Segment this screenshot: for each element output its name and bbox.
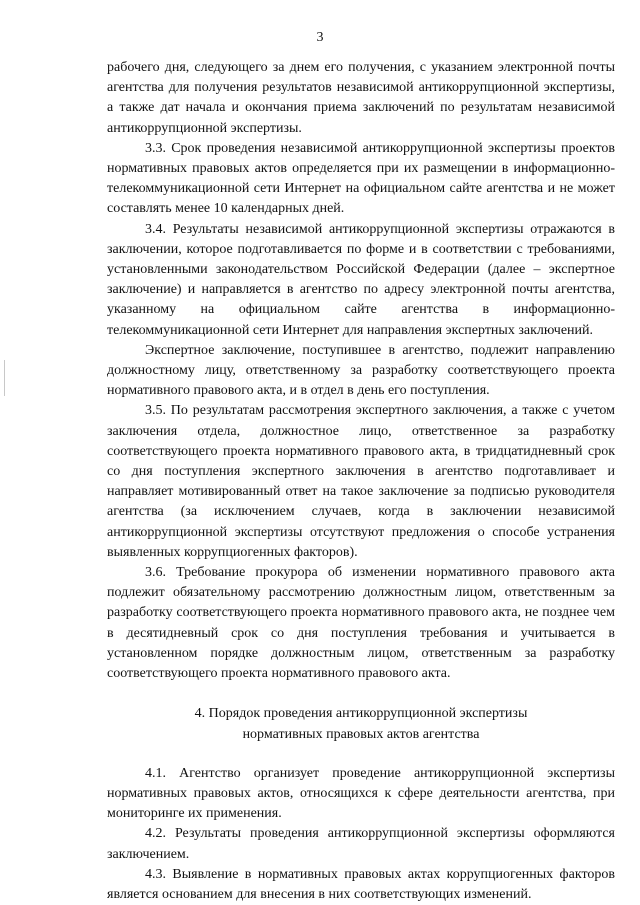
page-number: 3 xyxy=(316,30,324,45)
paragraph-3-4: 3.4. Результаты независимой антикоррупционной экспертизы отражаются в заключении, которое подготавливается по форме и в соответствии с требованиями, установленными законодательством Российской Федерации (далее – экспертное заключение) и направляется в агентство по адресу электронной почты агентства, указанному на официальном сайте агентства в информационно-телекоммуникационной сети Интернет для направления экспертных заключений. xyxy=(107,221,615,338)
paragraph-3-2-continuation: рабочего дня, следующего за днем его получения, с указанием электронной почты агентства для получения результатов независимой антикоррупционной экспертизы, а также дат начала и окончания приема заключений по результатам независимой антикоррупционной экспертизы. xyxy=(107,60,615,136)
paragraph-4-2: 4.2. Результаты проведения антикоррупционной экспертизы оформляются заключением. xyxy=(107,826,615,862)
document-body xyxy=(107,58,615,905)
scan-margin-mark xyxy=(4,360,5,396)
paragraph-4-3: 4.3. Выявление в нормативных правовых актах коррупциогенных факторов является основанием для внесения в них соответствующих изменений. xyxy=(107,866,615,902)
paragraph-3-6: 3.6. Требование прокурора об изменении нормативного правового акта подлежит обязательному рассмотрению должностным лицом, ответственным за разработку соответствующего проекта нормативного правового акта, не позднее чем в десятидневный срок со дня поступления требования и учитывается в установленном порядке должностным лицом, ответственным за разработку соответствующего проекта нормативного правового акта. xyxy=(107,565,615,682)
section-4-heading xyxy=(107,704,615,744)
paragraph-expert-conclusion: Экспертное заключение, поступившее в агентство, подлежит направлению должностному лицу, ответственному за разработку соответствующего проекта нормативного правового акта, и в отдел в день его поступления. xyxy=(107,342,615,399)
paragraph-3-5: 3.5. По результатам рассмотрения экспертного заключения, а также с учетом заключения отдела, должностное лицо, ответственное за разработку соответствующего проекта нормативного правового акта, в тридцатидневный срок со дня поступления экспертного заключения в агентство подготавливает и направляет мотивированный ответ на такое заключение за подписью руководителя агентства (за исключением случаев, когда в заключении независимой антикоррупционной экспертизы отсутствуют предложения о способе устранения выявленных коррупциогенных факторов). xyxy=(107,403,615,560)
section-4-heading-line-1: 4. Порядок проведения антикоррупционной экспертизы xyxy=(194,706,528,722)
paragraph-3-3: 3.3. Срок проведения независимой антикоррупционной экспертизы проектов нормативных правовых актов определяется при их размещении в информационно-телекоммуникационной сети Интернет на официальном сайте агентства и не может составлять менее 10 календарных дней. xyxy=(107,140,615,217)
paragraph-4-1: 4.1. Агентство организует проведение антикоррупционной экспертизы нормативных правовых актов, относящихся к сфере деятельности агентства, при мониторинге их применения. xyxy=(107,765,615,822)
section-4-heading-line-2: нормативных правовых актов агентства xyxy=(242,726,480,742)
